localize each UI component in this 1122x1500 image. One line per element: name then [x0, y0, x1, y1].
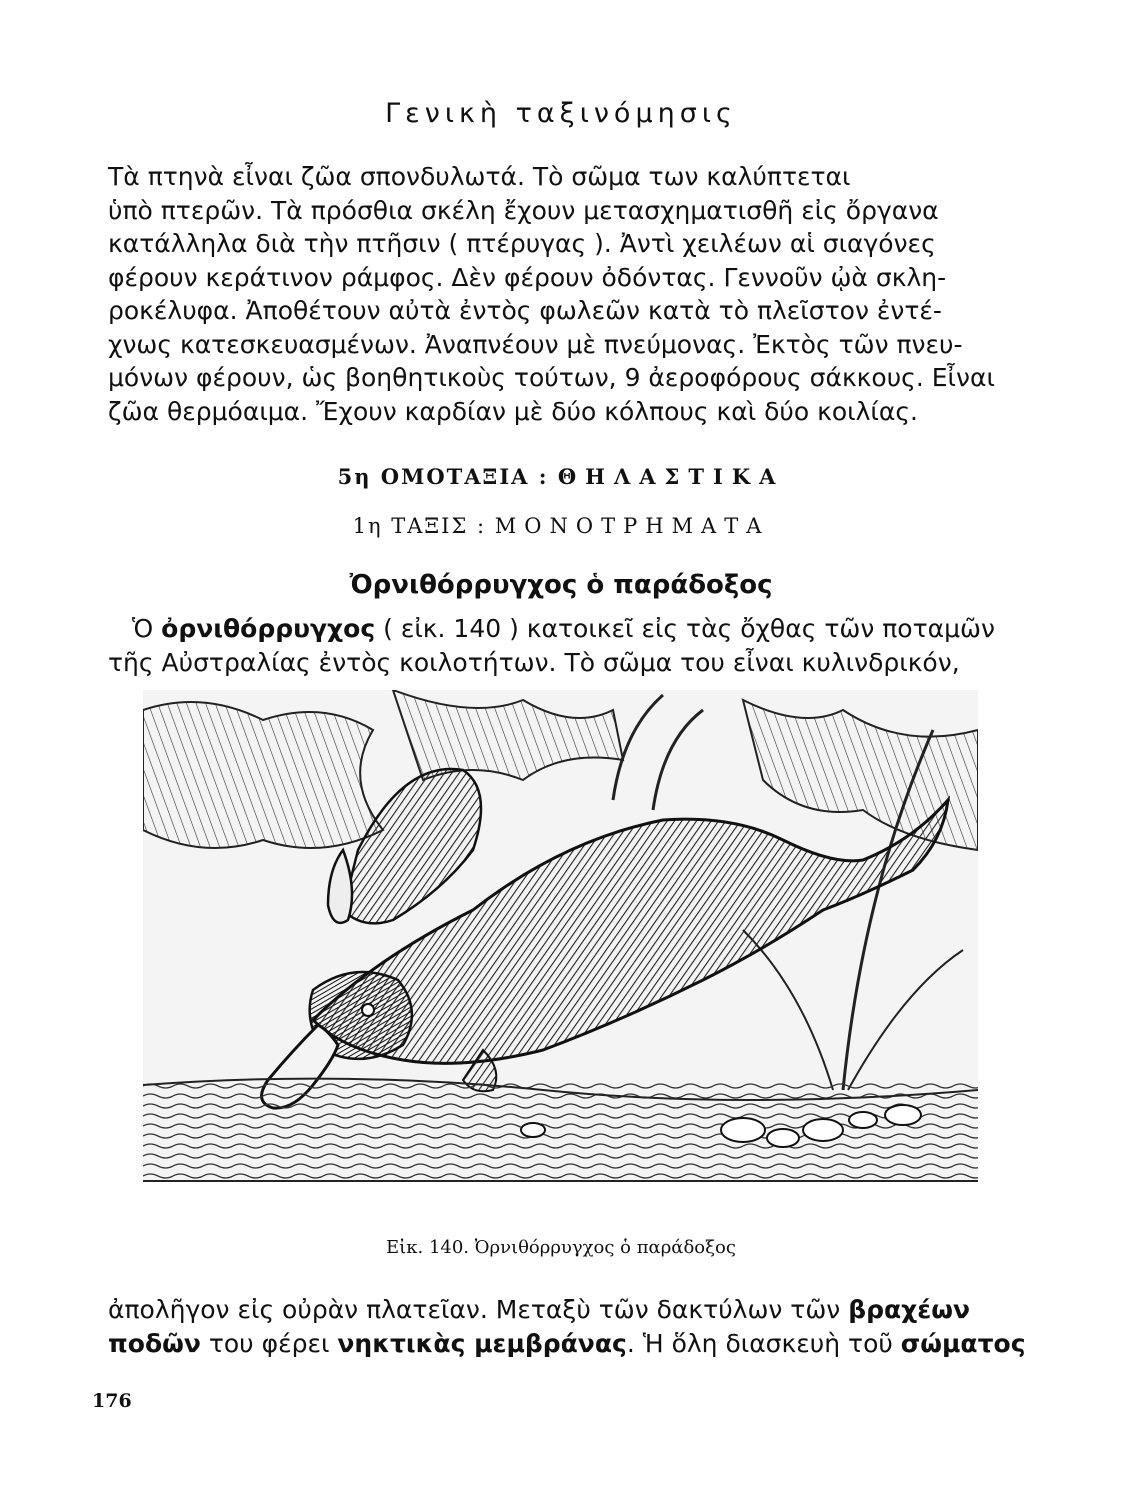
intro-line: ὑπὸ πτερῶν. Τὰ πρόσθια σκέλη ἔχουν μετασχηματισθῆ εἰς ὄργανα	[108, 195, 939, 225]
species-name-bold: ὀρνιθόρρυγχος	[161, 614, 376, 643]
order-heading-name: ΜΟΝΟΤΡΗΜΑΤΑ	[494, 514, 770, 538]
species-line-end: ( εἰκ. 140 ) κατοικεῖ εἰς τὰς ὄχθας τῶν ποταμῶν	[375, 614, 995, 643]
continuation-line	[108, 1293, 994, 1327]
section-title: Γενικὴ ταξινόμησις	[385, 98, 737, 129]
intro-line: φέρουν κεράτινον ράμφος. Δὲν φέρουν ὀδόντας. Γεννοῦν ᾠὰ σκλη-	[108, 262, 947, 292]
species-line: τῆς Αὐστραλίας ἐντὸς κοιλοτήτων. Τὸ σῶμα του εἶναι κυλινδρικόν,	[108, 647, 960, 677]
intro-line: ροκέλυφα. Ἀποθέτουν αὐτὰ ἐντὸς φωλεῶν κατὰ τὸ πλεῖστον ἐντέ-	[108, 296, 942, 325]
species-line-start: Ὁ	[132, 614, 162, 643]
continuation-line	[108, 1327, 1026, 1361]
class-heading	[0, 464, 1122, 489]
platypus-engraving-image	[143, 690, 978, 1180]
intro-line: μόνων φέρουν, ὡς βοηθητικοὺς τούτων, 9 ἀεροφόρους σάκκους. Εἶναι	[108, 363, 995, 392]
continuation-text: του φέρει	[200, 1328, 338, 1358]
bold-term: βραχέων	[848, 1295, 970, 1324]
order-heading-prefix: 1η ΤΑΞΙΣ :	[352, 514, 487, 538]
order-heading	[0, 514, 1122, 538]
bold-term: σώματος	[900, 1328, 1026, 1358]
class-heading-name: ΘΗΛΑΣΤΙΚΑ	[557, 464, 785, 489]
intro-line: ζῶα θερμόαιμα. Ἔχουν καρδίαν μὲ δύο κόλπους καὶ δύο κοιλίας.	[108, 396, 918, 426]
page-number: 176	[92, 1390, 132, 1412]
species-paragraph	[108, 612, 994, 679]
platypus-illustration	[143, 690, 978, 1182]
bold-term: ποδῶν	[108, 1328, 201, 1358]
species-line	[108, 612, 994, 646]
class-heading-prefix: 5η ΟΜΟΤΑΞΙΑ :	[337, 464, 549, 489]
bold-term: νηκτικὰς μεμβράνας	[337, 1328, 627, 1358]
intro-line: χνως κατεσκευασμένων. Ἀναπνέουν μὲ πνεύμονας. Ἐκτὸς τῶν πνευ-	[108, 329, 963, 359]
intro-paragraph	[108, 160, 994, 428]
intro-line: κατάλληλα διὰ τὴν πτῆσιν ( πτέρυγας ). Ἀντὶ χειλέων αἱ σιαγόνες	[108, 229, 936, 258]
continuation-text: . Ἡ ὅλη διασκευὴ τοῦ	[626, 1328, 901, 1358]
species-title: Ὀρνιθόρρυγχος ὁ παράδοξος	[349, 570, 773, 600]
continuation-text: ἀπολῆγον εἰς οὐρὰν πλατεῖαν. Μεταξὺ τῶν δακτύλων τῶν	[108, 1295, 849, 1324]
intro-line: Τὰ πτηνὰ εἶναι ζῶα σπονδυλωτά. Τὸ σῶμα των καλύπτεται	[108, 162, 851, 191]
continuation-paragraph	[108, 1293, 1026, 1360]
figure-caption: Εἰκ. 140. Ὀρνιθόρρυγχος ὁ παράδοξος	[386, 1237, 736, 1258]
